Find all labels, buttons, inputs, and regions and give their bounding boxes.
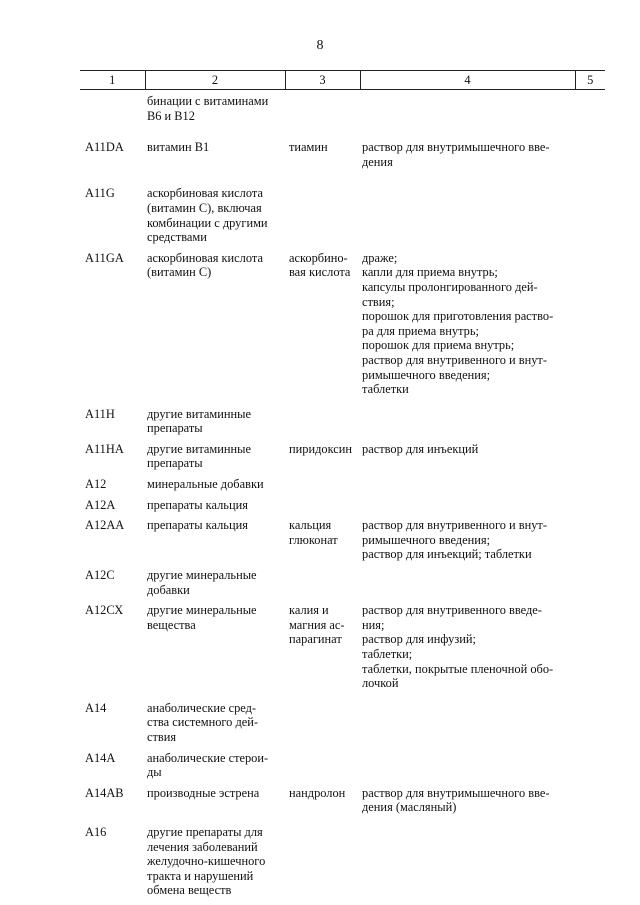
group-name-cell: аскорбиновая кислота (витамин С) xyxy=(147,250,263,280)
dosage-form-cell xyxy=(360,477,575,492)
row-spacer xyxy=(80,123,605,140)
row-spacer xyxy=(80,397,605,407)
substance-cell: нандролон xyxy=(289,785,346,800)
notes-cell xyxy=(575,751,605,780)
atc-code-cell: А14 xyxy=(85,700,107,715)
atc-code-cell: А11НА xyxy=(85,441,124,456)
group-name-cell: другие минеральные вещества xyxy=(147,603,257,632)
table-row xyxy=(80,825,605,898)
atc-code-cell: А12СХ xyxy=(85,603,124,618)
atc-code-cell: А11GА xyxy=(85,250,124,265)
notes-cell xyxy=(575,186,605,244)
group-name-cell: другие витаминные препараты xyxy=(147,406,251,436)
substance-cell xyxy=(285,90,360,124)
notes-cell xyxy=(575,442,605,471)
atc-code-cell: А12А xyxy=(85,497,116,512)
notes-cell xyxy=(575,498,605,513)
dosage-form-cell xyxy=(360,498,575,513)
atc-code-cell: А12С xyxy=(85,568,115,583)
dosage-form-cell xyxy=(360,568,575,597)
header-col-5: 5 xyxy=(575,71,605,90)
atc-code-cell: А11DА xyxy=(85,140,124,155)
group-name-cell: другие минеральные добавки xyxy=(147,568,257,597)
table-body xyxy=(80,90,605,898)
table-row xyxy=(80,90,605,124)
substance-cell xyxy=(285,407,360,436)
substance-cell xyxy=(285,498,360,513)
row-spacer xyxy=(80,691,605,701)
drug-table-container xyxy=(80,70,605,898)
substance-cell xyxy=(285,825,360,898)
atc-code-cell: А12 xyxy=(85,477,107,492)
table-row xyxy=(80,498,605,513)
notes-cell xyxy=(575,701,605,745)
notes-cell xyxy=(575,825,605,898)
dosage-form-cell: раствор для внутривенного введе- ния; раствор для инфузий; таблетки; таблетки, покрытые пленочной обо- лочкой xyxy=(362,603,554,691)
dosage-form-cell: раствор для инъекций xyxy=(362,441,479,456)
table-row xyxy=(80,407,605,436)
dosage-form-cell: раствор для внутривенного и внут- римышечного введения; раствор для инъекций; таблетки xyxy=(362,518,547,562)
dosage-form-cell: драже; капли для приема внутрь; капсулы пролонгированного дей- ствия; порошок для приготовления раство- ра для приема внутрь; порошок для приема внутрь; раствор для внутривенного и внут- римышечного введения; таблетки xyxy=(362,250,554,397)
notes-cell xyxy=(575,603,605,691)
header-col-2: 2 xyxy=(145,71,285,90)
atc-code-cell: А11Н xyxy=(85,406,115,421)
substance-cell xyxy=(285,751,360,780)
atc-code-cell: А12АА xyxy=(85,518,125,533)
table-row xyxy=(80,518,605,562)
table-header-row xyxy=(80,71,605,90)
dosage-form-cell xyxy=(360,751,575,780)
table-row xyxy=(80,568,605,597)
dosage-form-cell xyxy=(360,701,575,745)
substance-cell: калия и магния ас- парагинат xyxy=(289,603,345,647)
notes-cell xyxy=(575,251,605,397)
notes-cell xyxy=(575,407,605,436)
table-row xyxy=(80,786,605,815)
dosage-form-cell: раствор для внутримышечного вве- дения xyxy=(362,140,550,169)
substance-cell xyxy=(285,568,360,597)
group-name-cell: аскорбиновая кислота (витамин С), включая комбинации с другими средствами xyxy=(147,186,268,245)
header-col-3: 3 xyxy=(285,71,360,90)
group-name-cell: анаболические стерои- ды xyxy=(147,750,269,780)
atc-code-cell: А16 xyxy=(85,824,107,839)
table-row xyxy=(80,477,605,492)
substance-cell: тиамин xyxy=(289,140,328,155)
substance-cell: кальция глюконат xyxy=(289,518,338,547)
row-spacer xyxy=(80,815,605,825)
atc-code-cell: А11G xyxy=(85,186,115,201)
substance-cell: пиридоксин xyxy=(289,441,353,456)
group-name-cell: бинации с витаминами В6 и В12 xyxy=(147,94,269,123)
group-name-cell: препараты кальция xyxy=(147,518,248,533)
table-row xyxy=(80,603,605,691)
header-col-4: 4 xyxy=(360,71,575,90)
atc-code-cell: А14АВ xyxy=(85,785,124,800)
dosage-form-cell xyxy=(360,90,575,124)
dosage-form-cell xyxy=(360,825,575,898)
atc-code-cell: А14А xyxy=(85,750,116,765)
atc-code-cell xyxy=(80,90,145,124)
group-name-cell: витамин В1 xyxy=(147,140,210,155)
dosage-form-cell xyxy=(360,186,575,244)
group-name-cell: минеральные добавки xyxy=(147,477,264,492)
notes-cell xyxy=(575,140,605,169)
row-spacer xyxy=(80,169,605,186)
group-name-cell: производные эстрена xyxy=(147,785,260,800)
notes-cell xyxy=(575,786,605,815)
substance-cell xyxy=(285,477,360,492)
dosage-form-cell xyxy=(360,407,575,436)
header-col-1: 1 xyxy=(80,71,145,90)
dosage-form-cell: раствор для внутримышечного вве- дения (масляный) xyxy=(362,785,550,815)
table-row xyxy=(80,140,605,169)
group-name-cell: другие препараты для лечения заболеваний желудочно-кишечного тракта и нарушений обмена веществ xyxy=(147,824,266,898)
group-name-cell: анаболические сред- ства системного дей- ствия xyxy=(147,700,259,744)
substance-cell xyxy=(285,186,360,244)
notes-cell xyxy=(575,90,605,124)
group-name-cell: препараты кальция xyxy=(147,497,248,512)
table-row xyxy=(80,251,605,397)
table-row xyxy=(80,751,605,780)
page-number: 8 xyxy=(316,38,324,53)
table-row xyxy=(80,442,605,471)
substance-cell xyxy=(285,701,360,745)
table-row xyxy=(80,186,605,244)
notes-cell xyxy=(575,518,605,562)
notes-cell xyxy=(575,568,605,597)
table-row xyxy=(80,701,605,745)
substance-cell: аскорбино- вая кислота xyxy=(289,250,351,280)
notes-cell xyxy=(575,477,605,492)
drug-classification-table xyxy=(80,70,605,898)
group-name-cell: другие витаминные препараты xyxy=(147,441,251,471)
